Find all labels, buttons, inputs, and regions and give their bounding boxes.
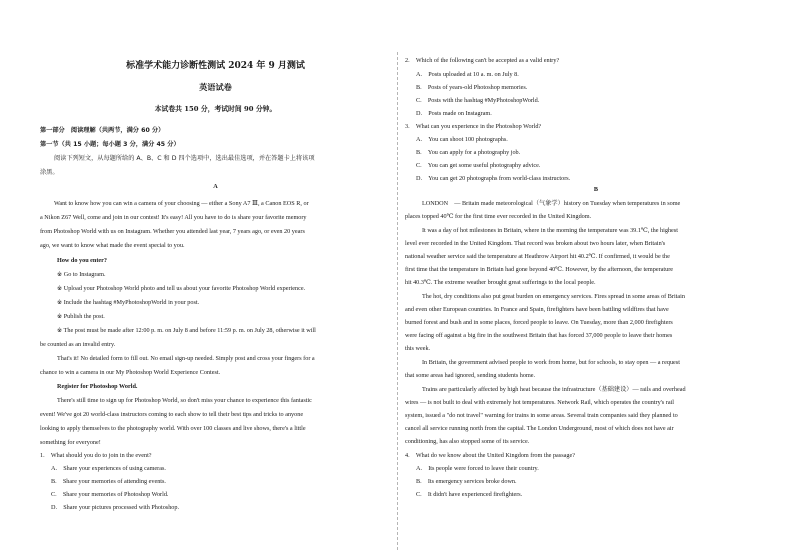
passage-a-line: Want to know how you can win a camera of your choosing — either a Sony A7 Ⅲ, a Canon EOS R, or (54, 200, 309, 207)
exam-subtitle: 英语试卷 (199, 82, 232, 92)
entry-step: ※ Include the hashtag #MyPhotoshopWorld in your post. (57, 299, 200, 306)
entry-step: ※ Go to Instagram. (57, 271, 106, 278)
passage-b-line: LONDON — Britain made meteorological（气象学）history on Tuesday when temperatures in some (422, 200, 681, 207)
question-option: D. You can get 20 photographs from world-class instructors. (416, 175, 571, 182)
passage-b-line: and even other European countries. In France and Spain, firefighters have been battling wildfires that have (405, 306, 669, 313)
exam-title: 标准学术能力诊断性测试 2024 年 9 月测试 (126, 61, 305, 71)
passage-b-line: cancel all service running north from the capital. The London Underground, most of which does not have air (405, 425, 674, 432)
question-option: C. Share your memories of Photoshop World. (51, 491, 169, 498)
passage-b-label: B (593, 186, 599, 193)
question-option: B. Posts of years-old Photoshop memories. (416, 84, 528, 91)
passage-a-line: ago, we want to know what made the event special to you. (40, 242, 185, 249)
question-option: B. You can apply for a photography job. (416, 149, 521, 156)
passage-b-line: national weather service said the temperature at Heathrow Airport hit 40.2℃. If confirmed, it would be the (405, 253, 670, 260)
how-to-enter-heading: How do you enter? (57, 257, 108, 264)
passage-b-line: this week. (405, 345, 431, 352)
passage-b-line: The hot, dry conditions also put great burden on emergency services. Fires spread in some areas of Britain (422, 293, 685, 300)
question-stem: 1. What should you do to join in the event? (40, 452, 152, 459)
passage-a-line: chance to win a camera in our My Photoshop World Experience Contest. (40, 369, 221, 376)
question-stem: 4. What do we know about the United Kingdom from the passage? (405, 452, 575, 459)
passage-b-line: places topped 40℃ for the first time ever recorded in the United Kingdom. (405, 213, 592, 220)
passage-b-line: system, issued a "do not travel" warning for trains in some areas. Several train companies said they planned to (405, 412, 678, 419)
register-heading: Register for Photoshop World. (57, 383, 138, 390)
entry-step: ※ The post must be made after 12:00 p. m. on July 8 and before 11:59 p. m. on July 28, otherwise it will (57, 327, 316, 334)
question-option: A. Share your experiences of using cameras. (51, 465, 166, 472)
passage-b-line: that some areas had ignored, sending students home. (405, 372, 536, 379)
entry-step: ※ Publish the post. (57, 313, 105, 320)
passage-a-line: from Photoshop World with us on Instagram. Whether you attended last year, 7 years ago, or even 20 years (40, 228, 305, 235)
question-stem: 2. Which of the following can't be accepted as a valid entry? (405, 57, 560, 64)
question-option: D. Posts made on Instagram. (416, 110, 492, 117)
passage-a-label: A (213, 183, 218, 190)
passage-b-line: were facing off against a big fire in the southwest Britain that has forced 37,000 people to leave their homes (405, 332, 673, 339)
passage-b-line: hit 40.3℃. The extreme weather brought great sufferings to the local people. (405, 279, 596, 286)
passage-a-line: something for everyone! (40, 439, 101, 446)
passage-a-line: That's it! No detailed form to fill out. No email sign-up needed. Simply post and cross your fingers for a (57, 355, 315, 362)
instructions-line: 涂黑。 (40, 169, 59, 176)
entry-step: ※ Upload your Photoshop World photo and tell us about your favorite Photoshop World experience. (57, 285, 306, 292)
passage-b-line: level ever recorded in the United Kingdom. That record was broken about two hours later, when Britain's (405, 240, 666, 247)
question-option: C. You can get some useful photography advice. (416, 162, 541, 169)
question-option: A. Its people were forced to leave their country. (416, 465, 539, 472)
instructions-line: 阅读下列短文，从每题所给的 A、B、C 和 D 四个选项中，选出最佳选项，并在答题卡上将该项 (54, 155, 315, 162)
question-option: B. Its emergency services broke down. (416, 478, 517, 485)
question-option: C. It didn't have experienced firefighters. (416, 491, 523, 498)
passage-a-line: looking to apply themselves to the photography world. With over 100 classes and live shows, there's a little (40, 425, 306, 432)
column-divider (397, 52, 398, 550)
question-option: D. Share your pictures processed with Photoshop. (51, 504, 180, 511)
passage-b-line: wires — is not built to deal with extremely hot temperatures. Network Rail, which operates the country's rail (405, 399, 674, 406)
question-stem: 3. What can you experience in the Photoshop World? (405, 123, 542, 130)
question-option: C. Posts with the hashtag #MyPhotoshopWorld. (416, 97, 540, 104)
passage-a-line: There's still time to sign up for Photoshop World, so don't miss your chance to experience this fantastic (57, 397, 312, 404)
passage-a-line: a Nikon Z67 Well, come and join in our contest! It's easy! All you have to do is share your favorite memory (40, 214, 307, 221)
passage-b-line: first time that the temperature in Britain had gone beyond 40℃. However, by the afternoon, the temperature (405, 266, 674, 273)
passage-b-line: conditioning, has also stopped some of its service. (405, 438, 530, 445)
passage-b-line: In Britain, the government advised people to work from home, but for schools, to stay open — a request (422, 359, 680, 366)
section1-heading: 第一节（共 15 小题；每小题 3 分，满分 45 分） (40, 141, 180, 148)
part1-heading: 第一部分 阅读理解（共两节，满分 60 分） (40, 127, 165, 134)
entry-step-continued: be counted as an invalid entry. (40, 341, 116, 348)
passage-b-line: It was a day of hot milestones in Britain, where in the morning the temperature was 39.1℃, the highest (422, 227, 678, 234)
question-option: A. You can shoot 100 photographs. (416, 136, 508, 143)
passage-b-line: burned forest and bush and in some places, forced people to leave. On Tuesday, more than 2,000 firefighters (405, 319, 673, 326)
passage-b-line: Trains are particularly affected by high heat because the infrastructure（基础建设）— rails and overhead (422, 386, 686, 393)
question-option: B. Share your memories of attending events. (51, 478, 166, 485)
passage-a-line: event! We've got 20 world-class instructors coming to each show to tell their best tips and tricks to anyone (40, 411, 304, 418)
exam-info: 本试卷共 150 分，考试时间 90 分钟。 (154, 105, 277, 113)
question-option: A. Posts uploaded at 10 a. m. on July 8. (416, 71, 519, 78)
